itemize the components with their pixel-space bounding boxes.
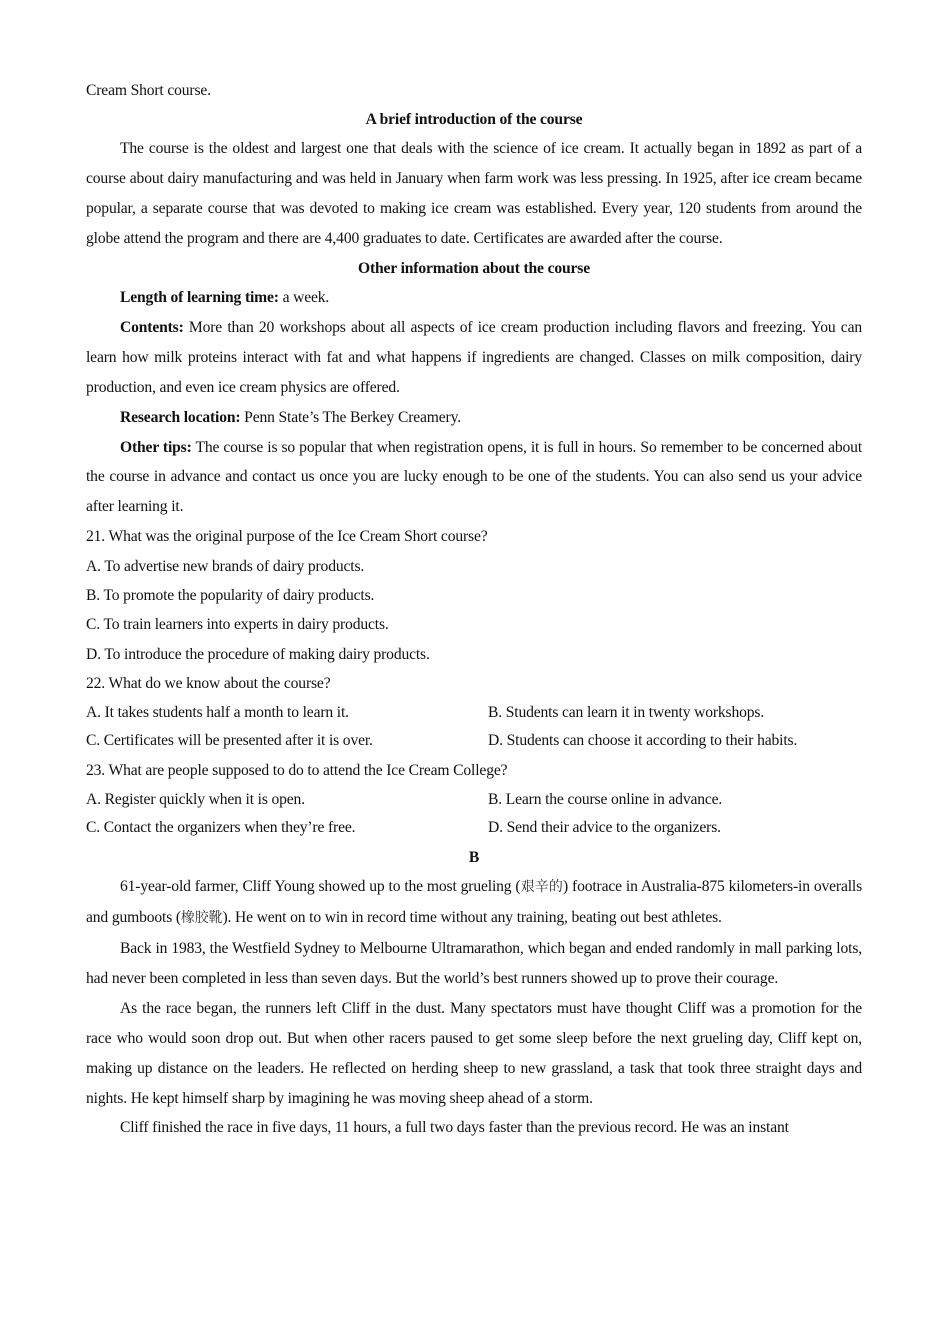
document-page (86, 76, 862, 1143)
info-label: Length of learning time: (120, 289, 279, 307)
chinese-gloss: 橡胶靴 (180, 910, 223, 927)
option-b: B. Students can learn it in twenty workshops. (488, 703, 765, 721)
passage-b-paragraph-1 (86, 872, 862, 934)
question-23 (86, 756, 862, 843)
option-row (86, 814, 862, 843)
text-run: ) footrace in Australia-875 kilometers-in overalls and gumboots ( (86, 878, 863, 927)
question-22 (86, 669, 862, 756)
option-row (86, 727, 862, 756)
option-a: A. It takes students half a month to learn it. (86, 703, 349, 721)
question-21 (86, 522, 862, 669)
question-stem: 23. What are people supposed to do to attend the Ice Cream College? (86, 762, 508, 780)
lead-in-text: Cream Short course. (86, 82, 211, 99)
info-text: a week. (278, 289, 330, 307)
option-c: C. Contact the organizers when they’re free. (86, 819, 356, 837)
passage-b-heading: B (468, 849, 480, 867)
text-run: 61-year-old farmer, Cliff Young showed up to the most grueling ( (120, 878, 521, 896)
passage-b-paragraph-2: Back in 1983, the Westfield Sydney to Melbourne Ultramarathon, which began and ended randomly in mall parking lots, had never been completed in less than seven days. But the world’s best runners showed up to prove their courage. (86, 940, 862, 987)
question-stem: 21. What was the original purpose of the Ice Cream Short course? (86, 528, 488, 546)
question-stem: 22. What do we know about the course? (86, 675, 331, 693)
option-a: A. Register quickly when it is open. (86, 790, 305, 808)
section-heading-other: Other information about the course (358, 260, 590, 278)
option-d: D. Students can choose it according to their habits. (488, 732, 798, 750)
option-c: C. Certificates will be presented after it is over. (86, 732, 373, 750)
section-heading-intro: A brief introduction of the course (365, 111, 583, 129)
info-text: The course is so popular that when registration opens, it is full in hours. So remember to be concerned about the course in advance and contact us once you are lucky enough to be one of the students. You can also send us your advice after learning it. (86, 438, 863, 516)
info-contents (86, 313, 862, 403)
info-label: Research location: (120, 408, 241, 426)
option-d: D. To introduce the procedure of making dairy products. (86, 645, 430, 663)
passage-b-paragraph-4: Cliff finished the race in five days, 11 hours, a full two days faster than the previous record. He was an instant (120, 1119, 789, 1137)
option-row (86, 699, 862, 728)
info-text: Penn State’s The Berkey Creamery. (240, 408, 461, 426)
info-text: More than 20 workshops about all aspects of ice cream production including flavors and freezing. You can learn how milk proteins interact with fat and what happens if ingredients are changed. Classes on milk composition, dairy production, and even ice cream physics are offered. (86, 318, 862, 396)
info-location (86, 403, 862, 433)
text-run: ). He went on to win in record time without any training, beating out best athletes. (222, 909, 722, 927)
option-c: C. To train learners into experts in dairy products. (86, 616, 389, 634)
option-row (86, 786, 862, 815)
info-length (86, 283, 862, 313)
chinese-gloss: 艰辛的 (520, 879, 563, 896)
option-b: B. Learn the course online in advance. (488, 790, 723, 808)
info-label: Other tips: (120, 438, 192, 456)
info-label: Contents: (120, 318, 184, 336)
option-a: A. To advertise new brands of dairy products. (86, 557, 365, 575)
passage-b-paragraph-3: As the race began, the runners left Cliff in the dust. Many spectators must have thought Cliff was a promotion for the race who would soon drop out. But when other racers paused to get some sleep before the next grueling day, Cliff kept on, making up distance on the leaders. He reflected on herding sheep to new grassland, a task that took three straight days and nights. He kept himself sharp by imagining he was moving sheep ahead of a storm. (86, 999, 862, 1107)
option-b: B. To promote the popularity of dairy products. (86, 587, 375, 605)
intro-paragraph: The course is the oldest and largest one that deals with the science of ice cream. It actually began in 1892 as part of a course about dairy manufacturing and was held in January when farm work was less pressing. In 1925, after ice cream became popular, a separate course that was devoted to making ice cream was established. Every year, 120 students from around the globe attend the program and there are 4,400 graduates to date. Certificates are awarded after the course. (86, 140, 862, 248)
info-tips (86, 433, 862, 523)
option-d: D. Send their advice to the organizers. (488, 819, 721, 837)
